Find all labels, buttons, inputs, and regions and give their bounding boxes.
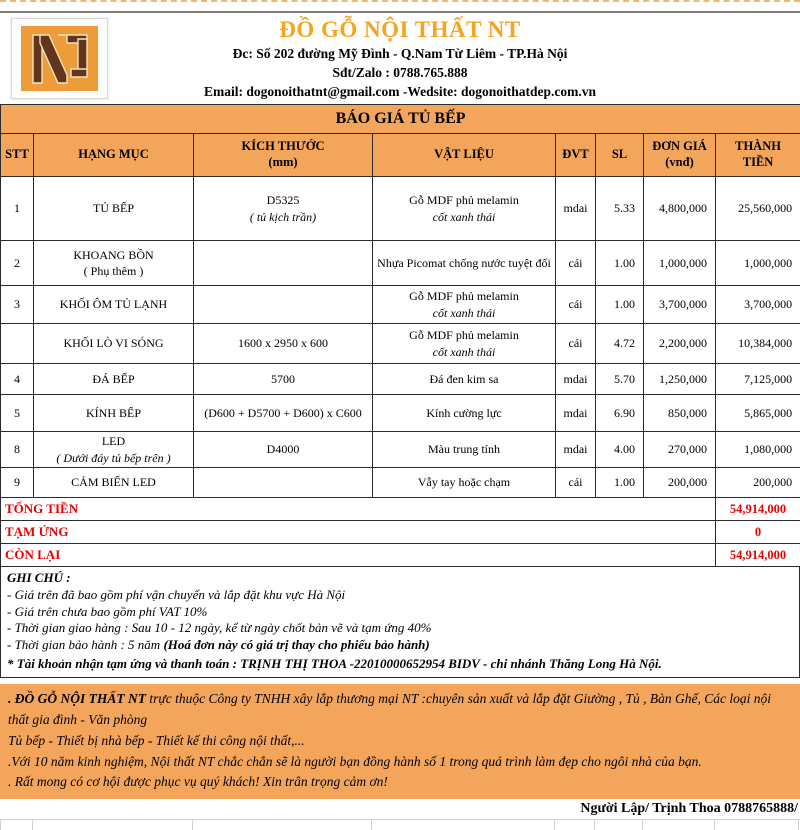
cell-price: 4,800,000 [644, 177, 716, 241]
cell-subtext: cốt xanh thái [373, 209, 555, 225]
cell-price: 1,250,000 [644, 364, 716, 395]
quotation-table [0, 104, 800, 567]
grid-cell [715, 820, 799, 830]
table-row [1, 241, 800, 286]
cell-subtext: ( Phụ thêm ) [34, 263, 193, 279]
cell-size: (D600 + D5700 + D600) x C600 [194, 395, 373, 432]
cell-material: Vẫy tay hoặc chạm [373, 468, 556, 498]
preparer-signature: Người Lập/ Trịnh Thoa 0788765888/ [0, 799, 800, 819]
cell-stt: 5 [1, 395, 34, 432]
col-header-total [716, 134, 800, 177]
table-row [1, 364, 800, 395]
cell-total: 5,865,000 [716, 395, 800, 432]
company-address: Đc: Số 202 đường Mỹ Đình - Q.Nam Từ Liêm - TP.Hà Nội [0, 46, 800, 62]
company-logo [11, 18, 108, 99]
col-header-unit [556, 134, 596, 177]
cell-text: Gỗ MDF phủ melamin [373, 288, 555, 304]
cell-text: LED [34, 433, 193, 449]
nt-monogram-icon [21, 26, 98, 91]
promo-company-bold: . ĐỒ GỖ NỘI THẤT NT [8, 691, 149, 706]
cell-material: Kính cường lực [373, 395, 556, 432]
cell-unit: cái [556, 324, 596, 364]
cell-qty: 1.00 [596, 286, 644, 324]
remaining-value: 54,914,000 [716, 544, 800, 567]
col-label-sub: TIỀN [716, 155, 800, 171]
cell-unit: cái [556, 241, 596, 286]
total-label: TỔNG TIỀN [1, 498, 716, 521]
cell-subtext: cốt xanh thái [373, 305, 555, 321]
company-email: Email: dogonoithatnt@gmail.com -Wedsite: dogonoithatdep.com.vn [0, 84, 800, 100]
promo-line: .Với 10 năm kinh nghiệm, Nội thất NT chắc chắn sẽ là người bạn đồng hành số 1 trong quá trình làm đẹp cho ngôi nhà của bạn. [8, 752, 792, 773]
company-promo-block [0, 684, 800, 800]
cell-stt: 4 [1, 364, 34, 395]
cell-size [194, 468, 373, 498]
grid-cell [643, 820, 715, 830]
col-label: STT [1, 147, 33, 163]
col-label: HẠNG MỤC [34, 147, 193, 163]
cell-qty: 5.33 [596, 177, 644, 241]
cell-material [373, 324, 556, 364]
note-line [7, 637, 793, 654]
cell-price: 850,000 [644, 395, 716, 432]
advance-row [1, 521, 800, 544]
cell-material [373, 177, 556, 241]
cell-item: KHỐI ÔM TỦ LẠNH [34, 286, 194, 324]
cell-text: TỦ BẾP [34, 200, 193, 216]
cell-item: KÍNH BẾP [34, 395, 194, 432]
cell-stt: 8 [1, 432, 34, 468]
cell-price: 2,200,000 [644, 324, 716, 364]
cell-material [373, 286, 556, 324]
cell-unit: cái [556, 286, 596, 324]
grid-cell [595, 820, 643, 830]
remaining-label: CÒN LẠI [1, 544, 716, 567]
grid-cell [555, 820, 595, 830]
col-label: ĐVT [556, 147, 595, 163]
cell-text: Gỗ MDF phủ melamin [373, 327, 555, 343]
cell-total: 25,560,000 [716, 177, 800, 241]
company-header [0, 13, 800, 104]
note-line: - Giá trên đã bao gồm phí vận chuyển và lắp đặt khu vực Hà Nội [7, 587, 793, 604]
cell-item: KHỐI LÒ VI SÓNG [34, 324, 194, 364]
cell-price: 1,000,000 [644, 241, 716, 286]
company-phone: Sđt/Zalo : 0788.765.888 [0, 65, 800, 81]
cell-material: Đá đen kim sa [373, 364, 556, 395]
cell-material: Màu trung tính [373, 432, 556, 468]
cell-stt: 1 [1, 177, 34, 241]
company-name: ĐỒ GỖ NỘI THẤT NT [0, 17, 800, 43]
notes-section [0, 567, 800, 678]
cell-size [194, 241, 373, 286]
promo-intro [8, 689, 792, 731]
col-header-qty [596, 134, 644, 177]
cell-qty: 6.90 [596, 395, 644, 432]
cell-total: 200,000 [716, 468, 800, 498]
cell-text: Nhựa Picomat chống nước tuyệt đối [373, 255, 555, 271]
col-header-size [194, 134, 373, 177]
note-line: - Giá trên chưa bao gồm phí VAT 10% [7, 604, 793, 621]
cell-qty: 4.00 [596, 432, 644, 468]
grid-cell [0, 820, 33, 830]
cell-item [34, 177, 194, 241]
promo-line: . Rất mong có cơ hội được phục vụ quý khách! Xin trân trọng cảm ơn! [8, 772, 792, 793]
cell-price: 200,000 [644, 468, 716, 498]
cell-unit: cái [556, 468, 596, 498]
table-row [1, 324, 800, 364]
cell-subtext: ( tủ kịch trần) [194, 209, 372, 225]
cell-unit: mdai [556, 364, 596, 395]
promo-line: Tủ bếp - Thiết bị nhà bếp - Thiết kế thi công nội thất,... [8, 731, 792, 752]
col-label-sub: (vnđ) [644, 155, 715, 171]
advance-value: 0 [716, 521, 800, 544]
note-warranty-text: - Thời gian bảo hành : 5 năm [7, 637, 163, 652]
table-row [1, 395, 800, 432]
col-header-item [34, 134, 194, 177]
cell-unit: mdai [556, 177, 596, 241]
cell-qty: 1.00 [596, 468, 644, 498]
cell-text: Gỗ MDF phủ melamin [373, 192, 555, 208]
col-header-material [373, 134, 556, 177]
bank-account-line: * Tài khoản nhận tạm ứng và thanh toán : TRỊNH THỊ THOA -22010000652954 BIDV - chi nhánh Thăng Long Hà Nội. [7, 654, 793, 673]
col-header-price [644, 134, 716, 177]
page-break-strip [0, 0, 800, 13]
cell-stt [1, 324, 34, 364]
cell-total: 7,125,000 [716, 364, 800, 395]
promo-intro-rest: trực thuộc Công ty TNHH xây lắp thương mại NT :chuyên sản xuất và lắp đặt Giường , Tủ , Bàn Ghế, Các loại nội thất gia đình - Văn phòng [8, 691, 771, 727]
col-label: KÍCH THƯỚC [194, 139, 372, 155]
remaining-row [1, 544, 800, 567]
grid-cell [372, 820, 555, 830]
cell-text: KHOANG BỒN [34, 247, 193, 263]
col-label: THÀNH [716, 139, 800, 155]
cell-material [373, 241, 556, 286]
table-row [1, 177, 800, 241]
cell-size: 1600 x 2950 x 600 [194, 324, 373, 364]
cell-item [34, 241, 194, 286]
empty-grid-row [0, 819, 800, 830]
cell-item: ĐÁ BẾP [34, 364, 194, 395]
cell-subtext: cốt xanh thái [373, 344, 555, 360]
notes-title: GHI CHÚ : [7, 570, 793, 587]
grid-cell [193, 820, 372, 830]
cell-price: 270,000 [644, 432, 716, 468]
cell-item: CẢM BIẾN LED [34, 468, 194, 498]
cell-qty: 5.70 [596, 364, 644, 395]
table-row [1, 286, 800, 324]
note-line: - Thời gian giao hàng : Sau 10 - 12 ngày, kể từ ngày chốt bản vẽ và tạm ứng 40% [7, 620, 793, 637]
cell-stt: 2 [1, 241, 34, 286]
total-row [1, 498, 800, 521]
advance-label: TẠM ỨNG [1, 521, 716, 544]
total-value: 54,914,000 [716, 498, 800, 521]
cell-price: 3,700,000 [644, 286, 716, 324]
cell-qty: 1.00 [596, 241, 644, 286]
cell-item [34, 432, 194, 468]
quote-title: BÁO GIÁ TỦ BẾP [1, 105, 800, 134]
table-row [1, 432, 800, 468]
cell-qty: 4.72 [596, 324, 644, 364]
cell-unit: mdai [556, 432, 596, 468]
col-label: VẬT LIỆU [373, 147, 555, 163]
table-row [1, 468, 800, 498]
cell-subtext: ( Dưới đáy tủ bếp trên ) [34, 450, 193, 466]
cell-size: 5700 [194, 364, 373, 395]
cell-text: D5325 [194, 192, 372, 208]
col-label: ĐƠN GIÁ [644, 139, 715, 155]
grid-cell [33, 820, 193, 830]
cell-total: 3,700,000 [716, 286, 800, 324]
col-label-sub: (mm) [194, 155, 372, 171]
col-label: SL [596, 147, 643, 163]
cell-total: 1,000,000 [716, 241, 800, 286]
cell-total: 10,384,000 [716, 324, 800, 364]
cell-size [194, 286, 373, 324]
cell-size [194, 177, 373, 241]
cell-stt: 9 [1, 468, 34, 498]
cell-size: D4000 [194, 432, 373, 468]
cell-total: 1,080,000 [716, 432, 800, 468]
cell-stt: 3 [1, 286, 34, 324]
note-warranty-bold: (Hoá đơn này có giá trị thay cho phiếu bảo hành) [163, 637, 429, 652]
cell-unit: mdai [556, 395, 596, 432]
col-header-stt [1, 134, 34, 177]
